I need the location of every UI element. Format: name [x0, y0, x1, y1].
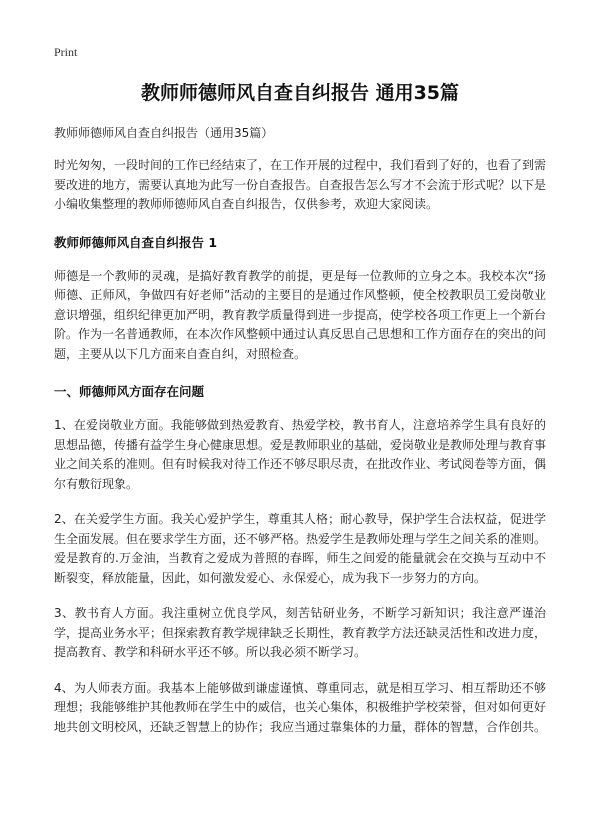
intro-paragraph: 时光匆匆，一段时间的工作已经结束了，在工作开展的过程中，我们看到了好的，也看了到需要改进的地方，需要认真地为此写一份自查报告。自查报告怎么写才不会流于形式呢？以下是小编收集整理的教师师德师风自查自纠报告，仅供参考，欢迎大家阅读。 — [54, 158, 547, 211]
point-paragraph: 3、教书育人方面。我注重树立优良学风，刻苦钻研业务，不断学习新知识；我注意严谨治学，提高业务水平；但探索教育教学规律缺乏长期性，教育教学方法还缺灵活性和改进力度，提高教育、教学和科研水平还不够。所以我必须不断学习。 — [54, 606, 547, 659]
point-paragraph: 1、在爱岗敬业方面。我能够做到热爱教育、热爱学校，教书育人，注意培养学生具有良好的思想品德，传播有益学生身心健康思想。爱是教师职业的基础，爱岗敬业是教师处理与教育事业之间关系的准则。但有时候我对待工作还不够尽职尽责，在批改作业、考试阅卷等方面，偶尔有敷衍现象。 — [54, 418, 547, 491]
report-heading: 教师师德师风自查自纠报告 1 — [54, 234, 218, 250]
report-intro-paragraph: 师德是一个教师的灵魂，是搞好教育教学的前提，更是每一位教师的立身之本。我校本次“扬师德、正师风，争做四有好老师”活动的主要目的是通过作风整顿，使全校教职员工爱岗敬业意识增强，组织纪律更加严明，教育教学质量得到进一步提高，使学校各项工作更上一个新台阶。作为一名普通教师，在本次作风整顿中通过认真反思自己思想和工作方面存在的突出的问题，主要从以下几方面来自查自纠，对照检查。 — [54, 268, 547, 361]
document-subtitle: 教师师德师风自查自纠报告（通用35篇） — [54, 126, 274, 140]
document-title: 教师师德师风自查自纠报告 通用35篇 — [140, 82, 460, 104]
point-paragraph: 4、为人师表方面。我基本上能够做到谦虚谨慎、尊重同志，就是相互学习、相互帮助还不够理想；我能够维护其他教师在学生中的威信，也关心集体，积极维护学校荣誉，但对如何更好地共创文明校风，还缺乏智慧上的协作；我应当通过靠集体的力量，群体的智慧，合作创共。 — [54, 680, 547, 734]
point-paragraph: 2、在关爱学生方面。我关心爱护学生，尊重其人格；耐心教导，保护学生合法权益，促进学生全面发展。但在要求学生方面，还不够严格。热爱学生是教师处理与学生之间关系的准则。爱是教育的.万金油，当教育之爱成为普照的春晖，师生之间爱的能量就会在交换与互动中不断裂变，释放能量，因此，如何激发爱心、永保爱心，成为我下一步努力的方向。 — [54, 512, 547, 585]
print-link[interactable]: Print — [54, 45, 78, 59]
section-heading: 一、师德师风方面存在问题 — [54, 384, 205, 399]
